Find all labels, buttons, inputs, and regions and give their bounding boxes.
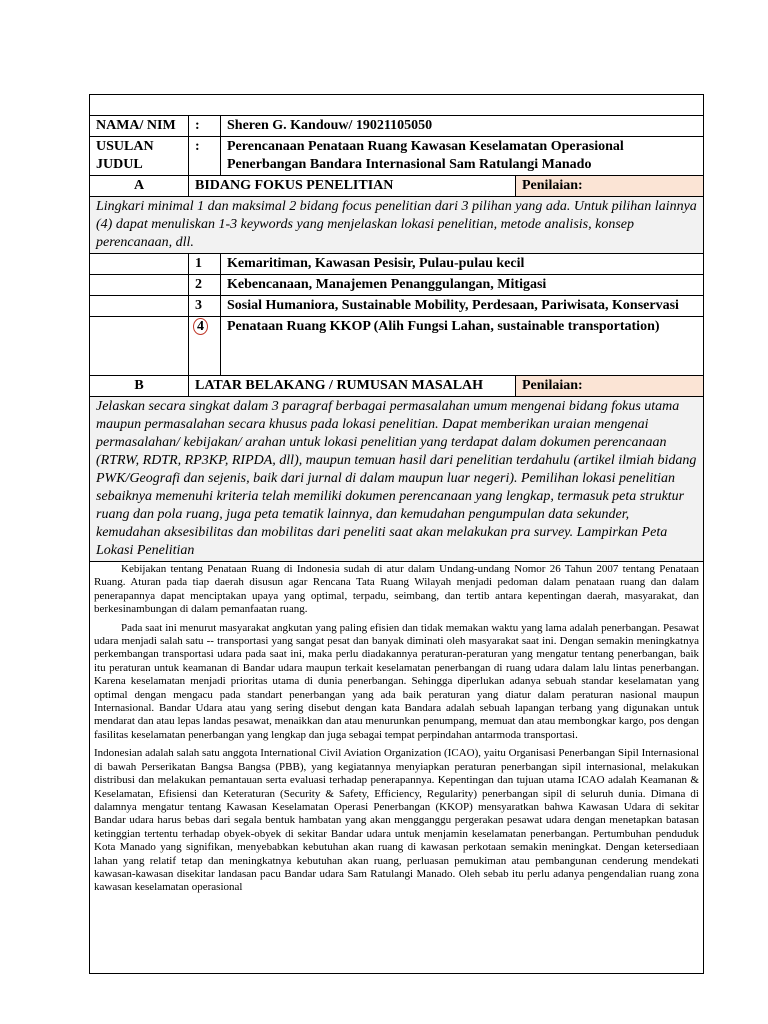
focus-item-1-text: Kemaritiman, Kawasan Pesisir, Pulau-pulau kecil xyxy=(221,254,704,275)
focus-item-2-text: Kebencanaan, Manajemen Penanggulangan, Mitigasi xyxy=(221,275,704,296)
section-b-instruction: Jelaskan secara singkat dalam 3 paragraf berbagai permasalahan umum mengenai bidang fokus utama maupun permasalahan secara khusus pada lokasi penelitian. Dapat memberikan uraian mengenai permasalahan/ kebijakan/ arahan untuk lokasi penelitian yang terdapat dalam dokumen perencanaan (RTRW, RDTR, RP3KP, RIPDA, dll), maupun temuan hasil dari penelitian terdahulu (artikel ilmiah bidang PWK/Geografi dan sejenis, baik dari jurnal di dalam maupun luar negeri). Pemilihan lokasi penelitian sebaiknya memenuhi kriteria telah memiliki dokumen perencanaan yang lengkap, termasuk peta struktur ruang dan pola ruang, juga peta tematik lainnya, dan kemudahan pengumpulan data sekunder, kemudahan aksesibilitas dan mobilitas dari peneliti saat akan melakukan pra survey. Lampirkan Peta Lokasi Penelitian xyxy=(90,397,704,562)
body-paragraph-3: Indonesian adalah salah satu anggota International Civil Aviation Organization (ICAO), yaitu Organisasi Penerbangan Sipil Internasional di bawah Perserikatan Bangsa Bangsa (PBB), yang kegiatannya menyiapkan peraturan penerbangan sipil internasional, melakukan distribusi dan melakukan pemantauan serta evaluasi terhadap penerapannya. Kepentingan dan tujuan utama ICAO adalah Keamanan & Keselamatan, Efisiensi dan Keteraturan (Security & Safety, Efficiency, Regularity) penerbangan sipil di seluruh dunia. Dimana di dalamnya mengatur tentang Kawasan Keselamatan Operasi Penerbangan (KKOP) mensyaratkan bahwa Kawasan Udara di sekitar Bandar udara harus bebas dari segala bentuk hambatan yang akan mengganggu pergerakan pesawat udara dengan menetapkan batasan ketinggian tertentu terhadap obyek-obyek di sekitar Bandar udara untuk menjamin keselamatan penerbangan. Pertumbuhan penduduk Kota Manado yang signifikan, menyebabkan kebutuhan akan ruang di kawasan perkotaan semakin meningkat. Dengan ketersediaan lahan yang relatif tetap dan meningkatnya kebutuhan akan ruang, perluasan pemukiman atau pembangunan cenderung mendekati kawasan-kawasan disekitar landasan pacu Bandar udara Sam Ratulangi Manado. Oleh sebab itu perlu adanya pengendalian ruang zona kawasan keselamatan operasional xyxy=(94,747,699,894)
body-paragraph-2: Pada saat ini menurut masyarakat angkutan yang paling efisien dan tidak memakan waktu yang lama adalah penerbangan. Pesawat udara menjadi salah satu -- transportasi yang sangat pesat dan banyak diminati oleh masyarakat saat ini. Dengan semakin meningkatnya perkembangan transportasi udara pada saat ini, maka perlu diadakannya peraturan-peraturan yang mengatur tentang penerbangan, baik itu peraturan untuk keamanan di Bandar udara maupun terkait keselamatan penerbangan di ruang udara dalam lalu lintas penerbangan. Karena keselamatan menjadi prioritas utama di dunia penerbangan. Sehingga diperlukan adanya sebuah standar keselamatan yang optimal dengan mengacu pada standart penerbangan yang ada baik peraturan yang diatur dalam peraturan nasional maupun Internasional. Bandar Udara atau yang sering disebut dengan kata Bandara adalah sebuah lapangan terbang yang digunakan untuk mendarat dan atau lepas landas pesawat, menaikkan dan atau menurunkan penumpang, memuat dan atau membongkar kargo, pos dengan fasilitas keselamatan penerbangan yang lengkap dan juga sebagai tempat perpindahan antarmoda transportasi. xyxy=(94,621,699,741)
section-b-penilaian: Penilaian: xyxy=(516,376,704,397)
focus-item-4-text: Penataan Ruang KKOP (Alih Fungsi Lahan, sustainable transportation) xyxy=(221,317,704,376)
focus-item-2-row xyxy=(90,275,704,296)
circled-number-4: 4 xyxy=(193,318,208,335)
usulan-colon: : xyxy=(189,137,221,176)
focus-item-2-num: 2 xyxy=(189,275,221,296)
section-b-body-cell xyxy=(90,562,704,974)
nama-value: Sheren G. Kandouw/ 19021105050 xyxy=(221,116,704,137)
nama-row xyxy=(90,116,704,137)
form-page xyxy=(89,94,703,974)
focus-item-1-blank xyxy=(90,254,189,275)
body-paragraph-1: Kebijakan tentang Penataan Ruang di Indonesia sudah di atur dalam Undang-undang Nomor 26 Tahun 2007 tentang Penataan Ruang. Aturan pada tiap daerah disusun agar Rencana Tata Ruang Wilayah menjadi pedoman dalam penataan ruang dan dalam penerapannya dapat menciptakan upaya yang optimal, terpadu, seimbang, dan tertib antara kepentingan daerah, masyarakat, dan berkesinambungan di dalam pemanfaatan ruang. xyxy=(94,563,699,616)
section-b-title: LATAR BELAKANG / RUMUSAN MASALAH xyxy=(189,376,516,397)
usulan-value: Perencanaan Penataan Ruang Kawasan Keselamatan Operasional Penerbangan Bandara Internasional Sam Ratulangi Manado xyxy=(221,137,704,176)
focus-item-4-row xyxy=(90,317,704,376)
nama-colon: : xyxy=(189,116,221,137)
focus-item-4-num-cell xyxy=(189,317,221,376)
section-a-penilaian: Penilaian: xyxy=(516,176,704,197)
proposal-form-table xyxy=(89,94,704,974)
focus-item-3-blank xyxy=(90,296,189,317)
focus-item-2-blank xyxy=(90,275,189,296)
usulan-label-line-1: USULAN xyxy=(96,139,154,154)
focus-item-1-num: 1 xyxy=(189,254,221,275)
focus-item-3-num: 3 xyxy=(189,296,221,317)
section-b-letter: B xyxy=(90,376,189,397)
nama-label: NAMA/ NIM xyxy=(90,116,189,137)
section-a-letter: A xyxy=(90,176,189,197)
focus-item-3-row xyxy=(90,296,704,317)
section-a-header-row xyxy=(90,176,704,197)
focus-item-1-row xyxy=(90,254,704,275)
section-b-header-row xyxy=(90,376,704,397)
usulan-label xyxy=(90,137,189,176)
section-a-title: BIDANG FOKUS PENELITIAN xyxy=(189,176,516,197)
section-a-instruction: Lingkari minimal 1 dan maksimal 2 bidang focus penelitian dari 3 pilihan yang ada. Untuk pilihan lainnya (4) dapat menuliskan 1-3 keywords yang menjelaskan lokasi penelitian, metode analisis, konsep perencanaan, dll. xyxy=(90,197,704,254)
section-b-body-text xyxy=(90,562,703,973)
section-b-body-row xyxy=(90,562,704,974)
header-blank-cell xyxy=(90,95,704,116)
usulan-label-line-2: JUDUL xyxy=(96,157,143,172)
section-b-instruction-row xyxy=(90,397,704,562)
usulan-row xyxy=(90,137,704,176)
focus-item-4-blank xyxy=(90,317,189,376)
section-a-instruction-row xyxy=(90,197,704,254)
focus-item-3-text: Sosial Humaniora, Sustainable Mobility, Perdesaan, Pariwisata, Konservasi xyxy=(221,296,704,317)
header-blank-row xyxy=(90,95,704,116)
